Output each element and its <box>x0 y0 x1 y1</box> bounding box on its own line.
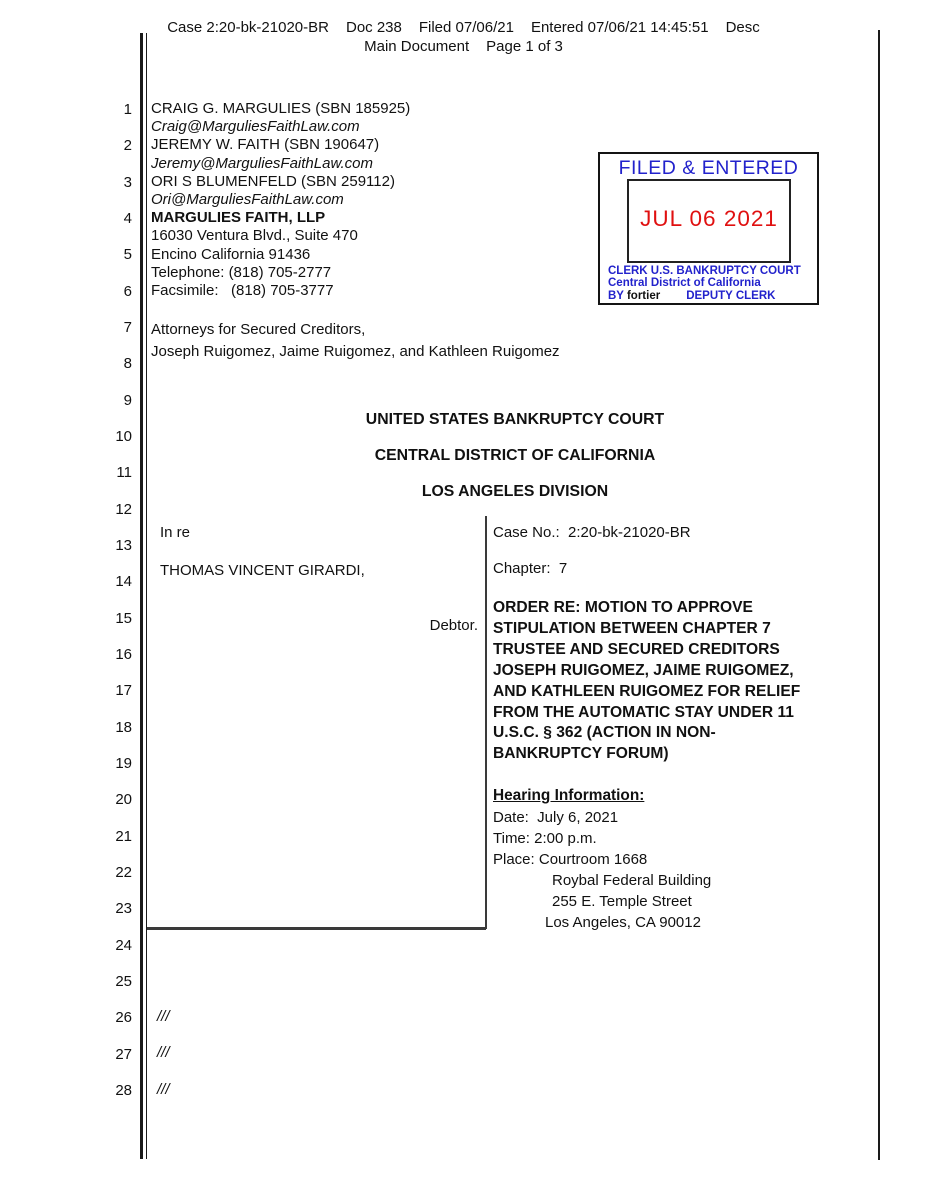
attorney-block-line: ORI S BLUMENFELD (SBN 259112) <box>151 172 395 190</box>
caption-bottom-rule <box>147 927 486 930</box>
line-number: 20 <box>115 791 132 809</box>
pleading-line-numbers <box>98 101 132 1118</box>
placeholder-slash-line: /// <box>157 1080 170 1098</box>
clerk-by-line <box>608 290 801 302</box>
caption-divider-rule <box>485 516 487 929</box>
placeholder-slash-line: /// <box>157 1044 170 1062</box>
order-title-line: ORDER RE: MOTION TO APPROVE <box>493 599 753 616</box>
left-margin-rule-thin <box>146 33 147 1159</box>
hearing-info-line: Time: 2:00 p.m. <box>493 829 597 847</box>
line-number: 16 <box>115 645 132 663</box>
attorney-block-line: Craig@MarguliesFaithLaw.com <box>151 118 360 136</box>
attorneys-for-block <box>151 319 560 363</box>
header-main-document: Main Document <box>364 38 470 55</box>
filed-entered-stamp <box>598 152 819 305</box>
header-entered-date: Entered 07/06/21 14:45:51 <box>530 19 709 36</box>
order-title-line: JOSEPH RUIGOMEZ, JAIME RUIGOMEZ, <box>493 661 794 679</box>
placeholder-slashes <box>157 1008 170 1117</box>
line-number: 21 <box>115 827 132 845</box>
attorney-block-line: 16030 Ventura Blvd., Suite 470 <box>151 227 358 245</box>
clerk-info <box>608 265 801 302</box>
line-number: 24 <box>115 936 132 954</box>
order-title-line: AND KATHLEEN RUIGOMEZ FOR RELIEF <box>493 682 801 700</box>
clerk-court-line: CLERK U.S. BANKRUPTCY COURT <box>608 265 801 277</box>
hearing-info-line: Date: July 6, 2021 <box>493 809 619 826</box>
clerk-district-line: Central District of California <box>608 277 761 290</box>
header-case-number: Case 2:20-bk-21020-BR <box>167 19 329 36</box>
attorney-block-line: Ori@MarguliesFaithLaw.com <box>151 190 344 208</box>
right-margin-rule <box>878 30 880 1160</box>
case-number: Case No.: 2:20-bk-21020-BR <box>493 524 691 541</box>
header-desc-label: Desc <box>725 19 760 36</box>
placeholder-slash-line: /// <box>157 1008 170 1025</box>
hearing-info <box>493 808 711 933</box>
line-number: 27 <box>115 1045 132 1063</box>
attorney-block-line: MARGULIES FAITH, LLP <box>151 209 326 227</box>
line-number: 9 <box>123 391 132 409</box>
attorneys-for-line: Attorneys for Secured Creditors, <box>151 321 366 338</box>
hearing-info-line: Roybal Federal Building <box>552 871 712 889</box>
deputy-clerk-name: fortier <box>626 289 661 302</box>
deputy-clerk-label: DEPUTY CLERK <box>686 289 776 302</box>
district-name: CENTRAL DISTRICT OF CALIFORNIA <box>374 447 656 464</box>
hearing-info-line: 255 E. Temple Street <box>552 892 692 910</box>
line-number: 10 <box>115 427 132 445</box>
line-number: 28 <box>115 1081 132 1099</box>
division-name: LOS ANGELES DIVISION <box>421 483 609 500</box>
line-number: 17 <box>115 682 132 700</box>
order-title-line: BANKRUPTCY FORUM) <box>493 745 669 763</box>
stamp-title: FILED & ENTERED <box>618 157 799 179</box>
line-number: 7 <box>123 318 132 336</box>
line-number: 18 <box>115 718 132 736</box>
hearing-info-line: Los Angeles, CA 90012 <box>545 913 701 931</box>
line-number: 3 <box>123 173 132 191</box>
line-number: 8 <box>123 355 132 373</box>
attorney-block-line: Encino California 91436 <box>151 245 311 263</box>
line-number: 4 <box>123 209 132 227</box>
line-number: 22 <box>115 863 132 881</box>
header-doc-number: Doc 238 <box>345 19 402 36</box>
line-number: 1 <box>123 101 132 118</box>
debtor-name: THOMAS VINCENT GIRARDI, <box>160 562 365 579</box>
line-number: 12 <box>115 500 132 518</box>
line-number: 13 <box>115 536 132 554</box>
attorney-block-line: JEREMY W. FAITH (SBN 190647) <box>151 136 380 154</box>
line-number: 14 <box>115 573 132 591</box>
attorney-block <box>151 100 410 300</box>
order-title <box>493 598 873 765</box>
line-number: 5 <box>123 246 132 264</box>
hearing-heading: Hearing Information: <box>493 787 645 804</box>
line-number: 15 <box>115 609 132 627</box>
line-number: 25 <box>115 972 132 990</box>
debtor-label: Debtor. <box>429 617 478 634</box>
line-number: 26 <box>115 1009 132 1027</box>
order-title-line: U.S.C. § 362 (ACTION IN NON- <box>493 724 716 742</box>
line-number: 19 <box>115 754 132 772</box>
stamp-date-box <box>627 179 791 263</box>
left-margin-rule-thick <box>140 33 143 1159</box>
stamp-date: JUL 06 2021 <box>640 206 778 231</box>
line-number: 23 <box>115 900 132 918</box>
order-title-line: TRUSTEE AND SECURED CREDITORS <box>493 640 780 658</box>
attorney-block-line: Facsimile: (818) 705-3777 <box>151 281 334 299</box>
header-filed-date: Filed 07/06/21 <box>418 19 514 36</box>
order-title-line: STIPULATION BETWEEN CHAPTER 7 <box>493 619 771 637</box>
in-re-label: In re <box>160 524 191 541</box>
line-number: 11 <box>116 464 132 482</box>
attorney-block-line: CRAIG G. MARGULIES (SBN 185925) <box>151 100 411 117</box>
by-label: BY <box>608 289 627 302</box>
order-title-line: FROM THE AUTOMATIC STAY UNDER 11 <box>493 703 794 721</box>
hearing-info-line: Place: Courtroom 1668 <box>493 850 648 868</box>
header-page-count: Page 1 of 3 <box>486 38 563 55</box>
attorney-block-line: Telephone: (818) 705-2777 <box>151 263 332 281</box>
line-number: 6 <box>123 282 132 300</box>
attorneys-for-line: Joseph Ruigomez, Jaime Ruigomez, and Kathleen Ruigomez <box>151 343 560 361</box>
attorney-block-line: Jeremy@MarguliesFaithLaw.com <box>151 154 373 172</box>
chapter-number: Chapter: 7 <box>493 560 568 577</box>
court-name: UNITED STATES BANKRUPTCY COURT <box>365 411 665 428</box>
line-number: 2 <box>123 137 132 155</box>
